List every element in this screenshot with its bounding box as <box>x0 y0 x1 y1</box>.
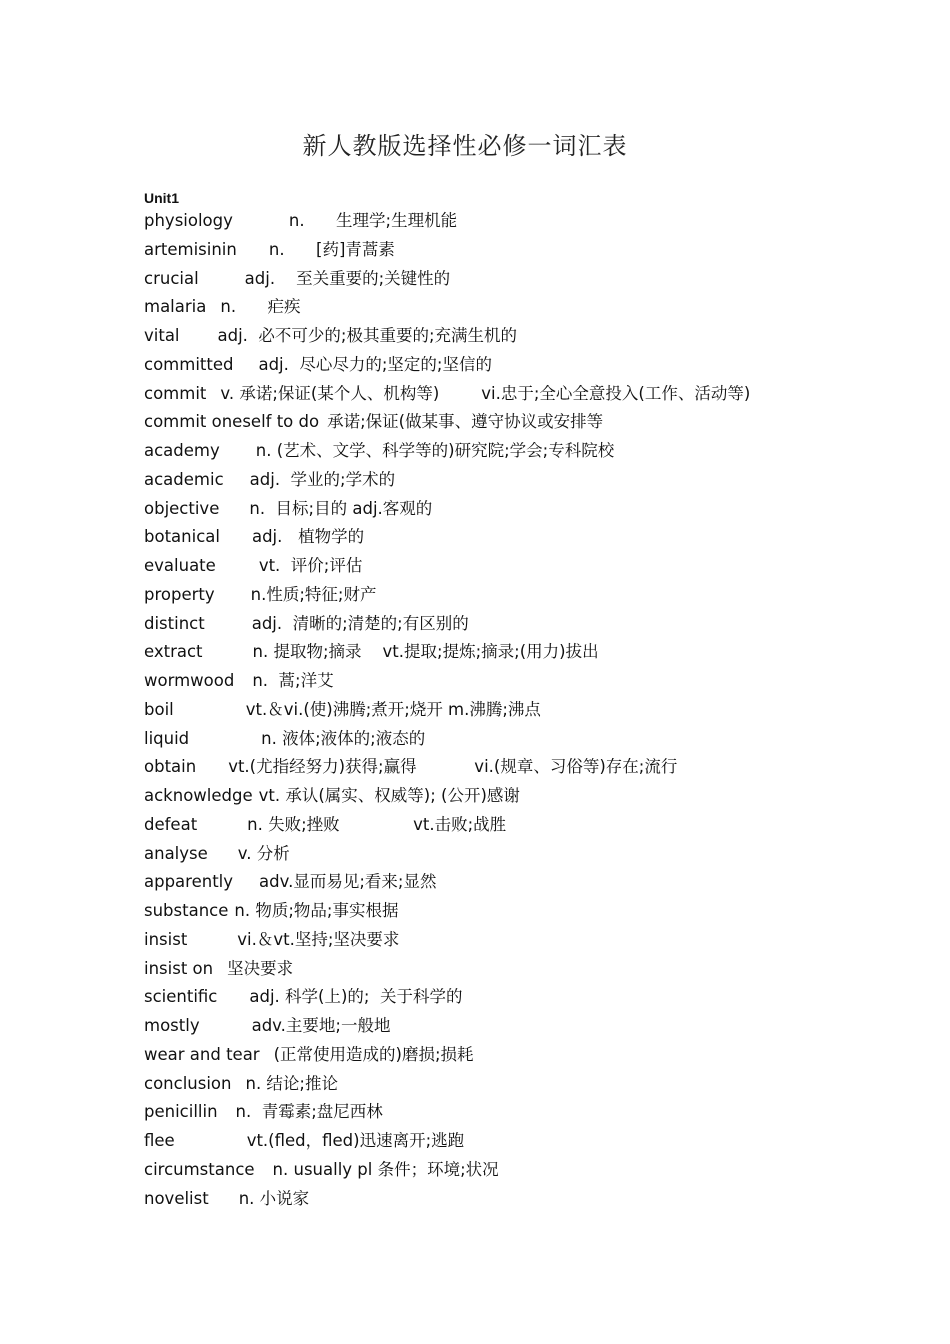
vocab-entry <box>144 408 924 437</box>
vocab-word: academy <box>144 441 220 460</box>
vocab-definition: n. 青霉素;盘尼西林 <box>235 1102 383 1122</box>
vocab-entry <box>144 293 924 322</box>
vocab-entry <box>144 437 924 466</box>
vocab-word: property <box>144 584 215 604</box>
vocabulary-list <box>144 207 924 1213</box>
vocab-definition: n. usually pl 条件；环境;状况 <box>272 1159 499 1179</box>
vocab-definition: adj. 必不可少的;极其重要的;充满生机的 <box>217 326 518 345</box>
vocab-entry <box>144 955 924 984</box>
page-title: 新人教版选择性必修一词汇表 <box>302 132 628 160</box>
vocab-word: vital <box>144 326 180 345</box>
vocab-entry <box>144 840 924 869</box>
vocab-word: circumstance <box>144 1159 255 1179</box>
vocab-word: insist <box>144 929 188 949</box>
vocab-definition: adj. 至关重要的;关键性的 <box>244 268 451 288</box>
vocab-definition: n. (艺术、文学、科学等的)研究院;学会;专科院校 <box>255 441 615 460</box>
vocab-word: conclusion <box>144 1073 232 1093</box>
vocab-definition: adv.主要地;一般地 <box>251 1016 391 1035</box>
vocab-word: acknowledge <box>144 786 253 805</box>
vocab-word: committed <box>144 354 234 374</box>
vocab-definition: vi.＆vt.坚持;坚决要求 <box>237 929 400 949</box>
vocab-definition: n. 目标;目的 adj.客观的 <box>249 498 433 518</box>
vocab-entry <box>144 265 924 294</box>
vocab-word: extract <box>144 642 203 662</box>
vocab-entry <box>144 351 924 380</box>
vocab-word: commit <box>144 383 207 403</box>
vocab-definition: 承诺;保证(做某事、遵守协议或安排等 <box>327 412 604 432</box>
vocab-word: physiology <box>144 211 233 230</box>
vocab-entry <box>144 581 924 610</box>
vocab-definition: n. 小说家 <box>238 1188 310 1208</box>
vocab-definition: (正常使用造成的)磨损;损耗 <box>273 1044 474 1064</box>
vocab-entry <box>144 638 924 667</box>
vocab-entry <box>144 811 924 840</box>
vocab-definition: n. 疟疾 <box>220 297 301 317</box>
vocab-entry <box>144 1156 924 1185</box>
vocab-definition: vt. 承认(属实、权威等); (公开)感谢 <box>258 786 520 805</box>
vocab-definition: n. [药]青蒿素 <box>268 239 395 259</box>
vocab-definition: n. 结论;推论 <box>245 1073 338 1093</box>
vocab-entry <box>144 207 924 236</box>
vocab-word: flee <box>144 1131 175 1150</box>
vocab-word: mostly <box>144 1016 200 1035</box>
vocab-word: novelist <box>144 1188 209 1208</box>
vocab-definition: v. 承诺;保证(某个人、机构等) vi.忠于;全心全意投入(工作、活动等) <box>220 383 751 403</box>
vocab-entry <box>144 753 924 782</box>
vocab-word: academic <box>144 469 224 489</box>
vocab-word: distinct <box>144 613 205 633</box>
vocab-word: defeat <box>144 814 198 834</box>
vocab-entry <box>144 1127 924 1156</box>
vocab-entry <box>144 926 924 955</box>
vocab-word: obtain <box>144 757 197 777</box>
vocab-definition: n.性质;特征;财产 <box>250 584 377 604</box>
vocab-entry <box>144 1185 924 1214</box>
vocab-entry <box>144 552 924 581</box>
vocab-entry <box>144 466 924 495</box>
vocab-word: artemisinin <box>144 239 237 259</box>
vocab-word: malaria <box>144 297 207 317</box>
vocab-entry <box>144 1070 924 1099</box>
vocab-definition: v. 分析 <box>237 843 290 863</box>
vocab-word: wormwood <box>144 671 235 690</box>
vocab-entry <box>144 696 924 725</box>
vocab-word: evaluate <box>144 556 216 575</box>
vocab-word: liquid <box>144 728 190 748</box>
vocab-entry <box>144 868 924 897</box>
vocab-word: objective <box>144 498 220 518</box>
vocab-definition: n. 提取物;摘录 vt.提取;提炼;摘录;(用力)拔出 <box>252 642 599 662</box>
vocab-definition: adj. 科学(上)的; 关于科学的 <box>249 987 463 1007</box>
vocab-definition: adj. 尽心尽力的;坚定的;坚信的 <box>258 354 492 374</box>
vocab-definition: n. 生理学;生理机能 <box>288 211 458 230</box>
vocab-word: apparently <box>144 872 234 892</box>
vocab-entry <box>144 667 924 696</box>
vocab-definition: vt.(fled，fled)迅速离开;逃跑 <box>246 1131 465 1150</box>
vocab-entry <box>144 1041 924 1070</box>
vocab-entry <box>144 897 924 926</box>
vocab-definition: vt.＆vi.(使)沸腾;煮开;烧开 m.沸腾;沸点 <box>245 699 541 719</box>
vocab-entry <box>144 725 924 754</box>
vocab-definition: n. 失败;挫败 vt.击败;战胜 <box>247 814 507 834</box>
unit-heading: Unit1 <box>144 190 179 206</box>
vocab-entry <box>144 523 924 552</box>
vocab-word: crucial <box>144 268 199 288</box>
vocab-entry <box>144 983 924 1012</box>
vocab-definition: n. 液体;液体的;液态的 <box>261 728 426 748</box>
vocab-entry <box>144 1098 924 1127</box>
vocab-word: analyse <box>144 843 208 863</box>
vocab-definition: adj. 学业的;学术的 <box>249 469 396 489</box>
vocab-word: wear and tear <box>144 1044 260 1064</box>
vocab-entry <box>144 322 924 351</box>
vocab-word: commit oneself to do <box>144 412 320 432</box>
vocab-entry <box>144 782 924 811</box>
vocab-entry <box>144 495 924 524</box>
vocab-definition: vt. 评价;评估 <box>258 556 363 575</box>
vocab-definition: adj. 植物学的 <box>251 527 365 547</box>
vocab-word: botanical <box>144 527 220 547</box>
vocab-definition: n. 蒿;洋艾 <box>252 671 334 690</box>
vocab-definition: n. 物质;物品;事实根据 <box>234 901 399 920</box>
vocab-definition: adj. 清晰的;清楚的;有区别的 <box>251 613 469 633</box>
vocab-word: insist on <box>144 958 214 978</box>
vocab-definition: adv.显而易见;看来;显然 <box>259 872 437 892</box>
vocab-definition: vt.(尤指经努力)获得;赢得 vi.(规章、习俗等)存在;流行 <box>228 757 678 777</box>
vocab-word: substance <box>144 901 229 920</box>
vocab-entry <box>144 1012 924 1041</box>
vocab-definition: 坚决要求 <box>227 958 294 978</box>
vocab-word: penicillin <box>144 1102 218 1122</box>
vocab-entry <box>144 236 924 265</box>
vocab-word: boil <box>144 699 174 719</box>
vocab-word: scientific <box>144 987 218 1007</box>
vocab-entry <box>144 380 924 409</box>
vocab-entry <box>144 610 924 639</box>
